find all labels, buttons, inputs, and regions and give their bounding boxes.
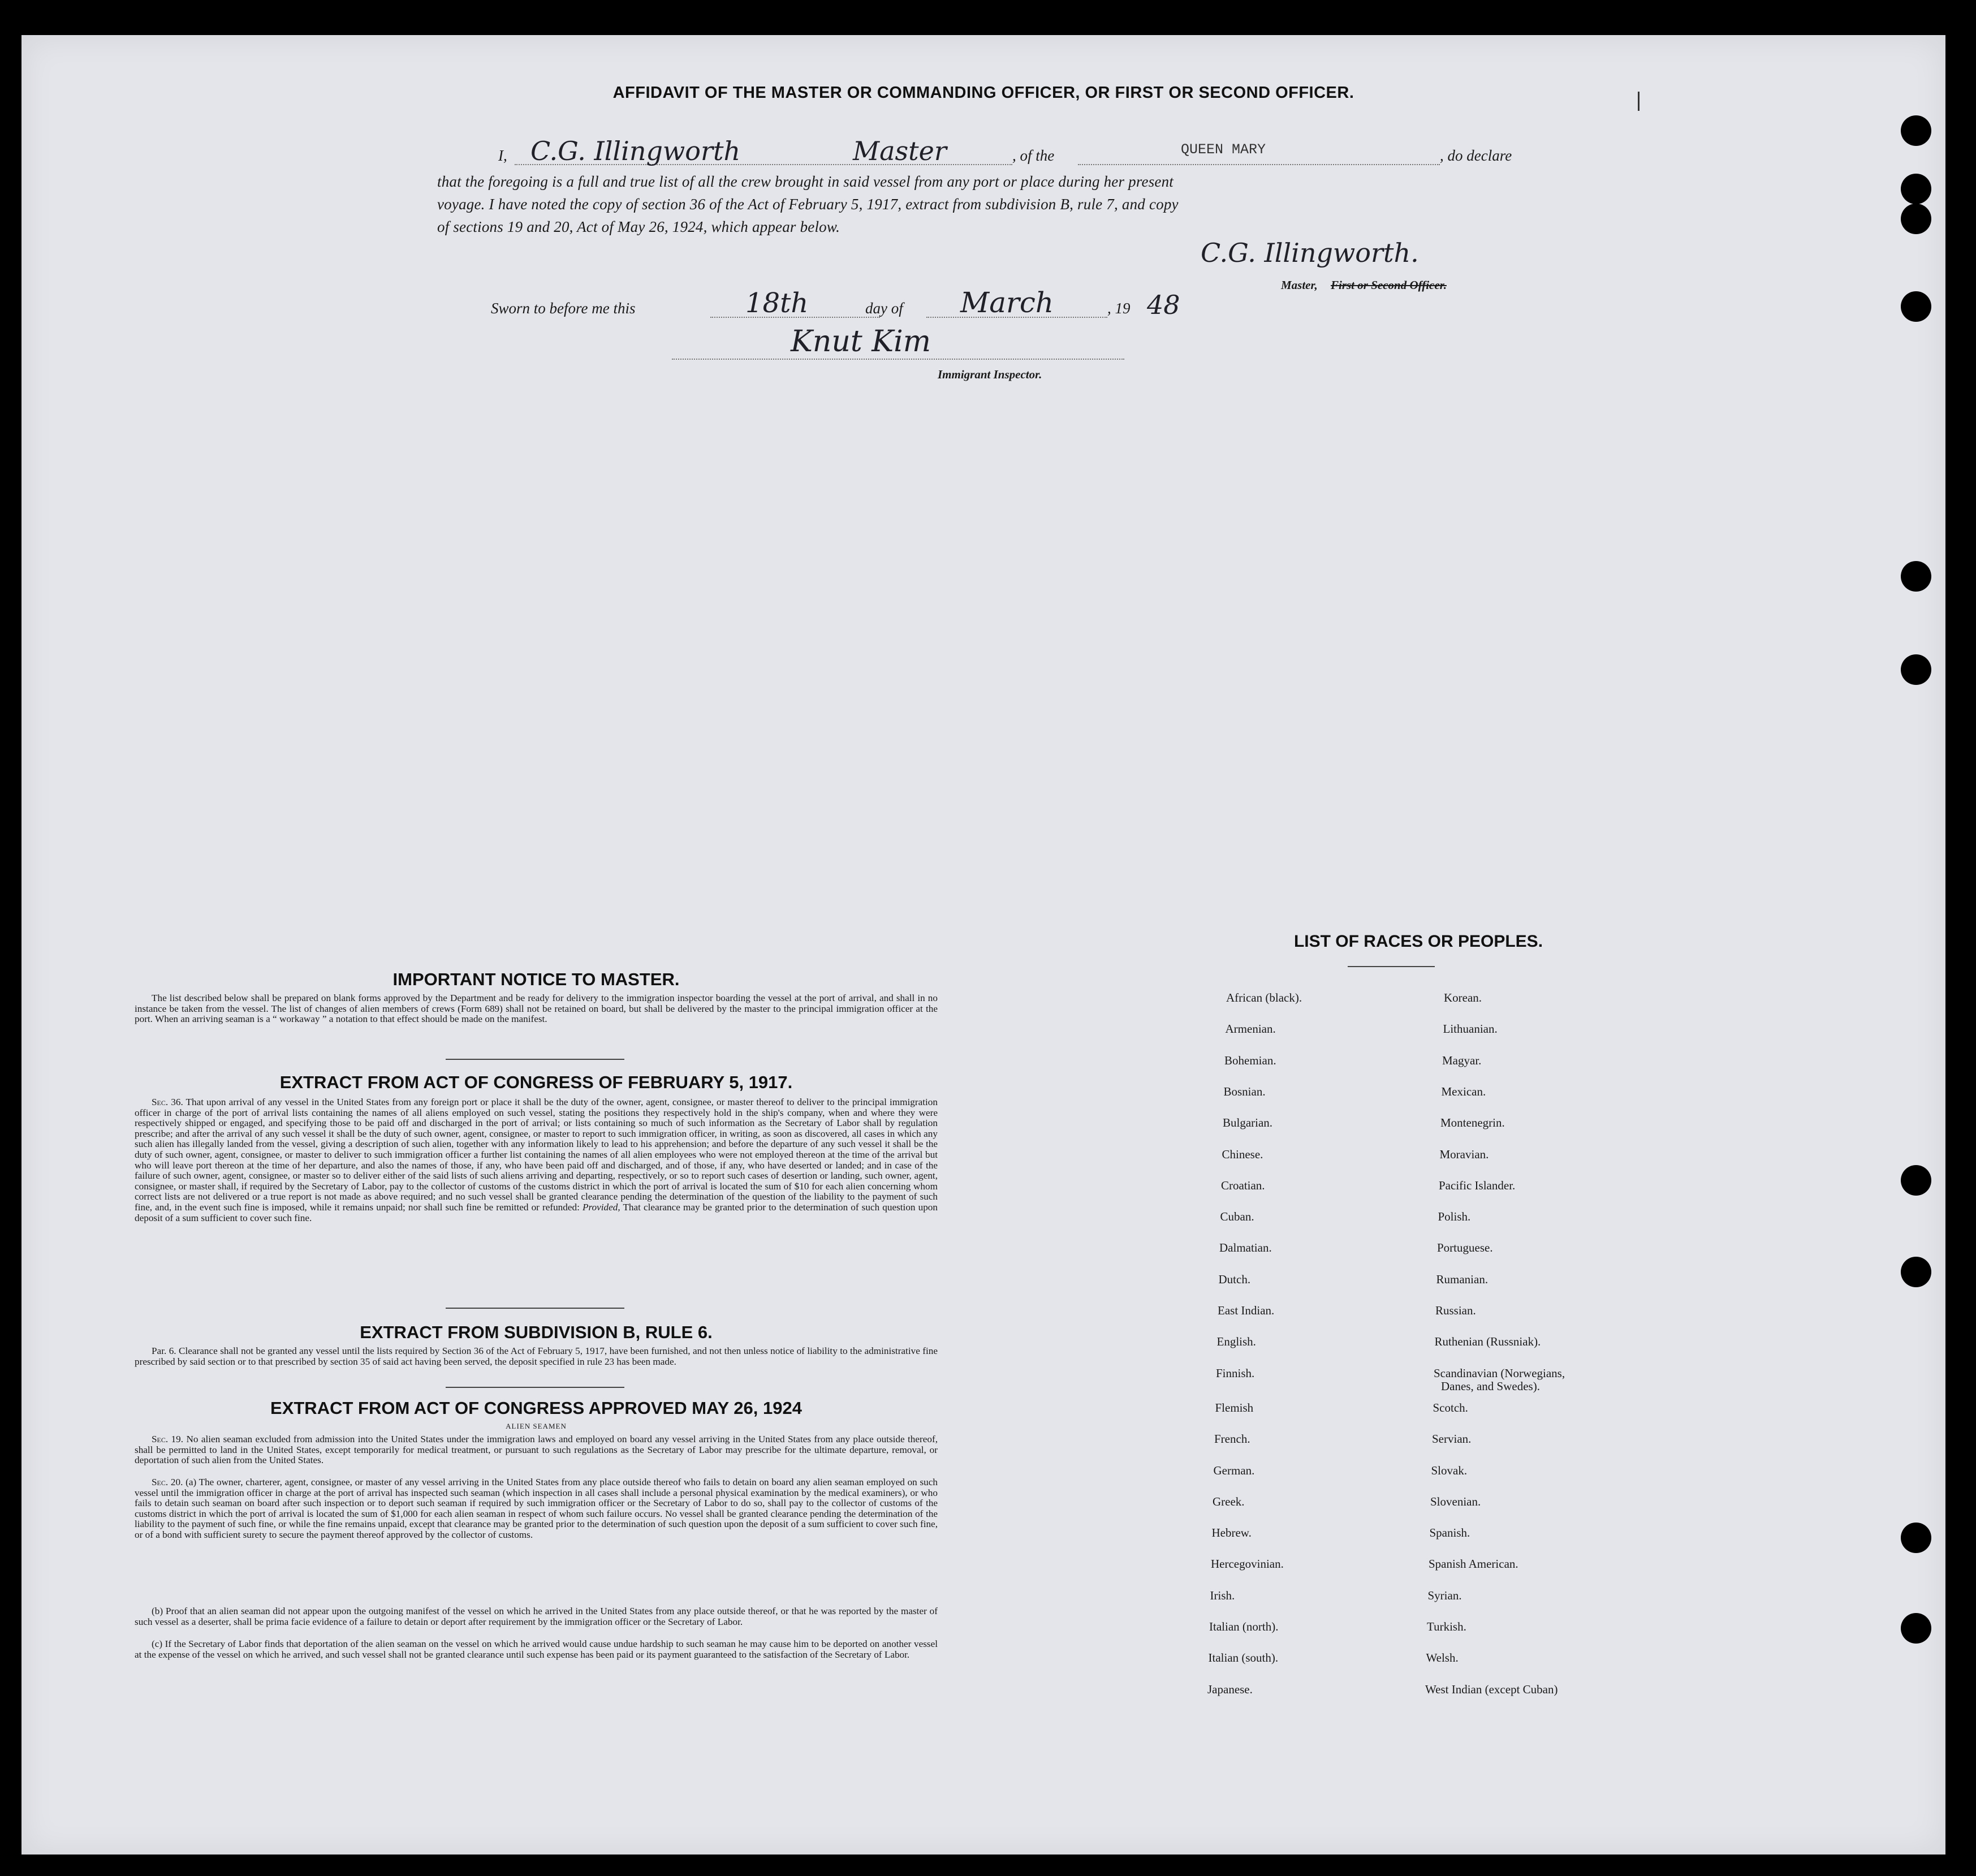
- sec-20c-text: (c) If the Secretary of Labor finds that deportation of the alien seaman on the vessel on which he arrived would cause undue hardship to such seaman he may cause him to be deported on another vessel at the expense of the vessel on which he arrived, and such vessel shall not be granted clearance until such expense has been paid or its payment guaranteed to the satisfaction of the Secretary of Labor.: [135, 1638, 938, 1660]
- race-right-item: Spanish American.: [1429, 1557, 1518, 1571]
- notice-divider: [446, 1059, 624, 1060]
- of-the-text: , of the: [1012, 147, 1055, 164]
- subdivision-divider: [446, 1387, 624, 1388]
- race-left-item: Hebrew.: [1211, 1526, 1252, 1540]
- race-left-item: Italian (south).: [1208, 1651, 1279, 1665]
- sec-20a-body: (a) The owner, charterer, agent, consignee, or master of any vessel arriving in the United States from any place outside thereof who fails to detain on board any alien seaman employed on such vessel until the immigration officer in charge at the port of arrival has inspected such seaman (which inspection in all cases shall include a personal physical examination by the medical examiners), or who fails to detain such seaman on board after such inspection or to deport such seaman if required by such immigration officer or the Secretary of Labor to do so, shall pay to the collector of customs of the customs district in which the port of arrival is located the sum of $1,000 for each alien seaman in respect of whom such failure occurs. No vessel shall be granted clearance pending the determination of the liability to the payment of such fine, or while the fine remains unpaid, except that clearance may be granted prior to the determination of such question upon the deposit of a sum sufficient to cover such fine, or of a bond with sufficient surety to secure the payment thereof approved by the collector of customs.: [135, 1477, 938, 1540]
- race-left-item: Hercegovinian.: [1211, 1557, 1284, 1571]
- vessel-line: [1078, 164, 1440, 165]
- signature-caption-master: Master,: [1281, 278, 1318, 292]
- punch-hole: [1901, 1165, 1931, 1196]
- punch-hole: [1901, 291, 1931, 322]
- day-of-text: day of: [865, 300, 903, 317]
- race-right-item: West Indian (except Cuban): [1425, 1682, 1558, 1696]
- race-right-item: Lithuanian.: [1443, 1022, 1498, 1036]
- signature-caption-struck: First or Second Officer.: [1331, 278, 1447, 292]
- race-left-item: Dalmatian.: [1219, 1241, 1272, 1255]
- inspector-line: [672, 359, 1124, 360]
- do-declare-text: , do declare: [1440, 147, 1512, 164]
- sec-19-label: Sec. 19.: [152, 1434, 184, 1444]
- race-left-item: Japanese.: [1207, 1682, 1253, 1696]
- race-left-item: African (black).: [1226, 991, 1302, 1004]
- affidavit-line-4: of sections 19 and 20, Act of May 26, 1924, which appear below.: [437, 218, 840, 235]
- race-right-item: Turkish.: [1427, 1620, 1466, 1633]
- sec-20-label: Sec. 20.: [152, 1477, 183, 1487]
- race-right-item: Servian.: [1432, 1432, 1472, 1446]
- document-page: [21, 35, 1945, 1855]
- race-left-item: East Indian.: [1218, 1304, 1275, 1317]
- sworn-prefix: Sworn to before me this: [491, 300, 636, 317]
- sec-19-body: No alien seaman excluded from admission into the United States under the immigration laws and employed on board any vessel arriving in the United States from any place outside thereof, shall be permitted to land in the United States, except temporarily for medical treatment, or pursuant to such regulations as the Secretary of Labor may prescribe for the ultimate departure, removal, or deportation of such alien from the United States.: [135, 1434, 938, 1466]
- race-right-item: Syrian.: [1427, 1588, 1462, 1602]
- punch-hole: [1901, 1257, 1931, 1287]
- sworn-day-handwritten: 18th: [745, 287, 809, 319]
- proviso-label: Provided,: [582, 1201, 620, 1213]
- race-right-item: Slovak.: [1431, 1463, 1468, 1477]
- race-right-item: Korean.: [1444, 991, 1482, 1004]
- sec-20a-text: [135, 1477, 938, 1541]
- affidavit-prefix: I,: [498, 147, 507, 164]
- race-left-item: Dutch.: [1218, 1272, 1251, 1286]
- notice-text: The list described below shall be prepared on blank forms approved by the Department and be ready for delivery to the immigration inspector boarding the vessel at the port of arrival, and shall in no instance be taken from the vessel. The list of changes of alien members of crews (Form 689) shall not be retained on board, but shall be delivered by the master to the principal immigration officer at the port. When an arriving seaman is a “ workaway ” a notation to that effect should be made on the manifest.: [135, 993, 938, 1025]
- sec-20b-text: (b) Proof that an alien seaman did not appear upon the outgoing manifest of the vessel on which he arrived in the United States from any place outside thereof, or that he was reported by the master of such vessel as a deserter, shall be prima facie evidence of a failure to detain or deport after requirement by the immigration officer or the Secretary of Labor.: [135, 1606, 938, 1627]
- inspector-caption: Immigrant Inspector.: [938, 368, 1042, 381]
- race-right-item: Russian.: [1435, 1304, 1476, 1317]
- par-6-text: Clearance shall not be granted any vessel until the lists required by Section 36 of the Act of February 5, 1917, have been furnished, and not then unless notice of liability to the administrative fine prescribed by said section or to that prescribed by section 35 of said act having been served, the deposit specified in rule 23 has been made.: [135, 1345, 938, 1367]
- race-right-item: Welsh.: [1426, 1651, 1459, 1665]
- punch-hole: [1901, 1523, 1931, 1553]
- sec-36-label: Sec. 36.: [152, 1097, 183, 1107]
- race-right-item: Slovenian.: [1430, 1494, 1481, 1508]
- race-right-item: Ruthenian (Russniak).: [1434, 1335, 1541, 1349]
- extract-1917-heading: EXTRACT FROM ACT OF CONGRESS OF FEBRUARY 5, 1917.: [279, 1072, 793, 1092]
- race-left-item: Croatian.: [1221, 1178, 1265, 1192]
- race-left-item: Chinese.: [1222, 1147, 1263, 1161]
- alien-seamen-subheading: ALIEN SEAMEN: [506, 1422, 567, 1430]
- pencil-mark: [1638, 92, 1640, 111]
- race-right-item: Moravian.: [1439, 1147, 1489, 1161]
- race-right-item: Pacific Islander.: [1439, 1178, 1516, 1192]
- sec-36-text: That upon arrival of any vessel in the United States from any foreign port or place it shall be the duty of the owner, agent, consignee, or master thereof to deliver to the principal immigration officer in charge of the port of arrival lists containing the names of all aliens employed on such vessel, stating the positions they respectively hold in the ship's company, when and where they were respectively shipped or engaged, and specifying those to be paid off and discharged in the port of arrival; or lists containing so much of such information as the Secretary of Labor shall by regulation prescribe; and after the arrival of any such vessel it shall be the duty of such owner, agent, consignee, or master to report to such immigration officer, in writing, as soon as discovered, all cases in which any such alien has illegally landed from the vessel, giving a description of such alien, together with any information likely to lead to his apprehension; and before the departure of any such vessel it shall be the duty of such owner, agent, consignee, or master to deliver to such immigration officer a further list containing the names of all alien employees who were not employed thereon at the time of the arrival but who will leave port thereon at the time of her departure, and also the names of those, if any, who have been paid off and discharged, and of those, if any, who have deserted or landed; and in case of the failure of such owner, agent, consignee, or master so to deliver either of the said lists of such aliens arriving and departing, respectively, or so to report such cases of desertion or landing, such owner, agent, consignee, or master shall, if required by the Secretary of Labor, pay to the collector of customs of the customs district in which the port of arrival is located the sum of $10 for each alien concerning whom correct lists are not delivered or a true report is not made as above required; and no such vessel shall be granted clearance pending the determination of the question of the liability to the payment of such fine, and, in the event such fine is imposed, while it remains unpaid; nor shall such fine be remitted or refunded:: [135, 1097, 938, 1213]
- subdivision-text: [135, 1346, 938, 1367]
- race-left-item: Irish.: [1210, 1588, 1235, 1602]
- race-left-item: English.: [1216, 1335, 1256, 1349]
- notice-heading: IMPORTANT NOTICE TO MASTER.: [392, 969, 680, 989]
- punch-hole: [1901, 115, 1931, 146]
- master-signature: C.G. Illingworth.: [1201, 238, 1419, 268]
- punch-hole: [1901, 174, 1931, 204]
- master-name-handwritten: C.G. Illingworth: [530, 136, 741, 166]
- affidavit-heading: AFFIDAVIT OF THE MASTER OR COMMANDING OFFICER, OR FIRST OR SECOND OFFICER.: [612, 84, 1354, 102]
- race-left-item: Bulgarian.: [1223, 1116, 1273, 1130]
- race-right-item: Mexican.: [1441, 1084, 1486, 1098]
- affidavit-line-3: voyage. I have noted the copy of section 36 of the Act of February 5, 1917, extract from subdivision B, rule 7, and copy: [437, 196, 1179, 213]
- punch-hole: [1901, 654, 1931, 685]
- master-title-handwritten: Master: [853, 136, 947, 166]
- race-right-item: Spanish.: [1429, 1526, 1470, 1540]
- year-prefix: , 19: [1107, 300, 1131, 317]
- punch-hole: [1901, 1613, 1931, 1644]
- extract-1917-text: [135, 1097, 938, 1223]
- races-divider: [1348, 966, 1435, 967]
- sec-19-text: [135, 1434, 938, 1466]
- subdivision-heading: EXTRACT FROM SUBDIVISION B, RULE 6.: [360, 1322, 713, 1342]
- race-left-item: French.: [1214, 1432, 1250, 1446]
- race-left-item: Flemish: [1215, 1400, 1254, 1414]
- punch-hole: [1901, 204, 1931, 234]
- vessel-name-typed: QUEEN MARY: [1181, 141, 1266, 158]
- sworn-month-handwritten: March: [960, 286, 1054, 319]
- race-right-item: Scotch.: [1433, 1400, 1468, 1414]
- race-left-item: Greek.: [1213, 1494, 1245, 1508]
- race-right-item: Portuguese.: [1437, 1241, 1493, 1255]
- race-left-item: Finnish.: [1216, 1366, 1255, 1380]
- race-left-item: German.: [1213, 1463, 1255, 1477]
- par-6-label: Par. 6.: [152, 1345, 176, 1356]
- race-right-item: Scandinavian (Norwegians,: [1434, 1366, 1565, 1380]
- punch-hole: [1901, 561, 1931, 592]
- inspector-signature: Knut Kim: [791, 325, 931, 359]
- race-left-item: Bohemian.: [1224, 1053, 1276, 1067]
- race-right-item: Polish.: [1438, 1210, 1471, 1224]
- races-heading: LIST OF RACES OR PEOPLES.: [1293, 932, 1543, 951]
- race-left-item: Armenian.: [1225, 1022, 1276, 1036]
- year-handwritten: 48: [1147, 290, 1180, 320]
- race-left-item: Bosnian.: [1223, 1084, 1266, 1098]
- race-left-item: Italian (north).: [1209, 1620, 1279, 1633]
- proviso-text: That clearance may be granted prior to the determination of such question upon deposit of a sum sufficient to cover such fine.: [135, 1201, 938, 1223]
- extract-1917-divider: [446, 1308, 624, 1309]
- extract-1924-heading: EXTRACT FROM ACT OF CONGRESS APPROVED MAY 26, 1924: [270, 1398, 802, 1418]
- race-left-item: Cuban.: [1220, 1210, 1254, 1224]
- affidavit-line-2: that the foregoing is a full and true list of all the crew brought in said vessel from any port or place during her present: [437, 173, 1174, 190]
- race-right-item: Rumanian.: [1436, 1272, 1489, 1286]
- race-scandinavian-cont: Danes, and Swedes).: [1441, 1379, 1540, 1393]
- race-right-item: Magyar.: [1442, 1053, 1482, 1067]
- race-right-item: Montenegrin.: [1440, 1116, 1505, 1130]
